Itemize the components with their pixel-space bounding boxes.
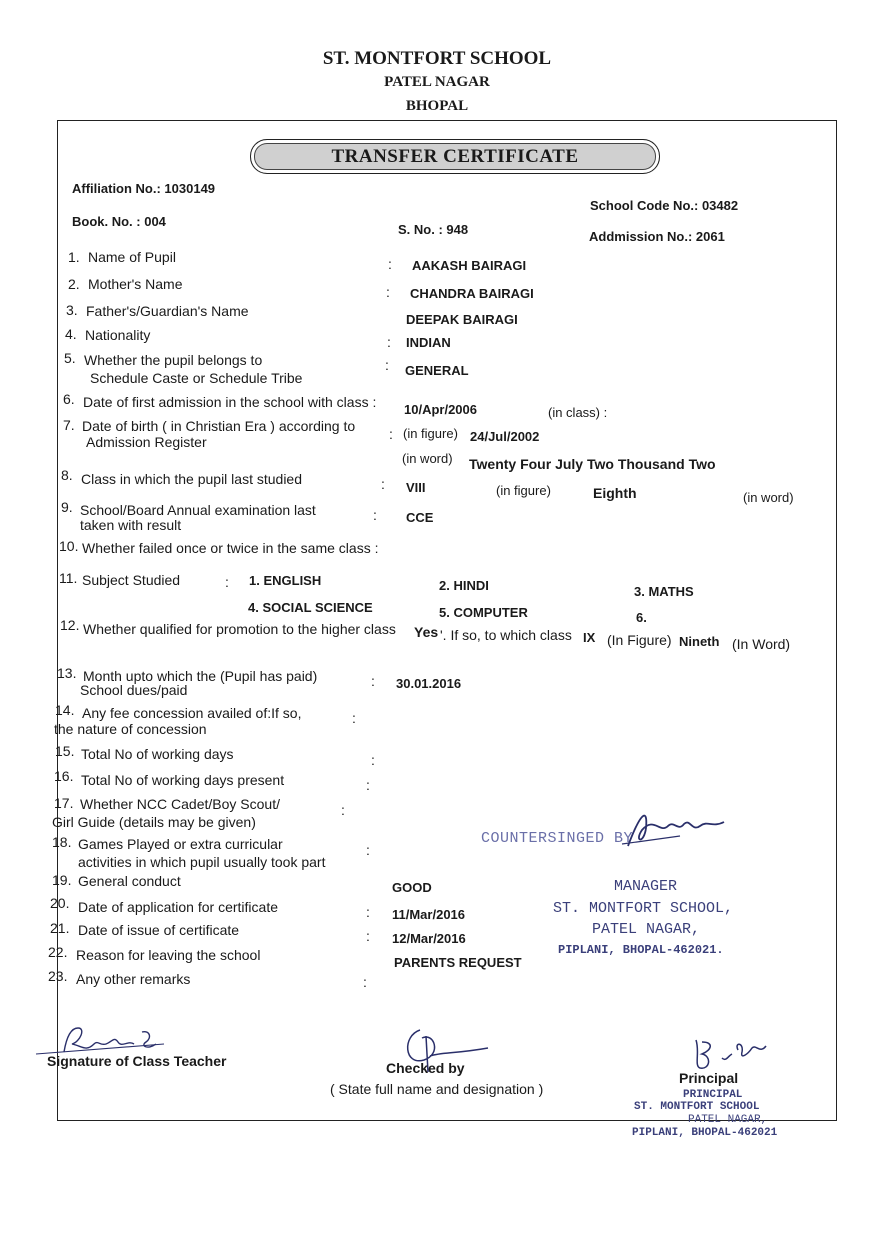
value-issue-date: 12/Mar/2016 <box>392 931 466 946</box>
colon: : <box>366 777 370 793</box>
label-issue-date: Date of issue of certificate <box>78 922 240 938</box>
colon: : <box>371 673 375 689</box>
label-subjects: Subject Studied <box>82 572 181 588</box>
value-last-class: VIII <box>406 480 426 495</box>
label-promoted-word: (In Word) <box>732 636 791 652</box>
value-dob-figure: 24/Jul/2002 <box>470 429 540 444</box>
label-concession-line1: Any fee concession availed of:If so, <box>82 705 302 721</box>
item-number: 20. <box>50 895 70 911</box>
label-name-of-pupil: Name of Pupil <box>88 249 176 265</box>
item-number: 21. <box>50 920 70 936</box>
label-first-admission: Date of first admission in the school with class : <box>83 394 377 410</box>
colon: : <box>386 284 390 300</box>
value-mothers-name: CHANDRA BAIRAGI <box>410 286 534 301</box>
colon: : <box>225 574 229 590</box>
item-number: 3. <box>66 302 78 318</box>
countersigned-stamp: COUNTERSINGED BY <box>481 830 634 847</box>
principal-label: Principal <box>679 1070 739 1086</box>
colon: : <box>371 752 375 768</box>
principal-stamp-school: ST. MONTFORT SCHOOL <box>634 1101 760 1113</box>
colon: : <box>352 710 356 726</box>
label-concession-line2: the nature of concession <box>54 721 207 737</box>
colon: : <box>366 904 370 920</box>
item-number: 5. <box>64 350 76 366</box>
value-nationality: INDIAN <box>406 335 451 350</box>
title-banner <box>250 139 660 174</box>
label-remarks: Any other remarks <box>76 971 191 987</box>
item-number: 9. <box>61 499 73 515</box>
label-class-word: (in word) <box>743 490 794 505</box>
value-name-of-pupil: AAKASH BAIRAGI <box>412 258 527 273</box>
label-ncc-line2: Girl Guide (details may be given) <box>52 814 256 830</box>
label-conduct: General conduct <box>78 873 181 889</box>
principal-stamp-area: PATEL NAGAR, <box>688 1114 768 1126</box>
item-number: 15. <box>55 743 75 759</box>
item-number: 19. <box>52 872 72 888</box>
manager-signature <box>620 806 730 850</box>
manager-stamp-school: ST. MONTFORT SCHOOL, <box>553 900 734 917</box>
label-failed: Whether failed once or twice in the same class : <box>82 540 379 556</box>
label-days-present: Total No of working days present <box>81 772 285 788</box>
value-exam: CCE <box>406 510 434 525</box>
item-number: 17. <box>54 795 74 811</box>
colon: : <box>388 256 392 272</box>
school-code: School Code No.: 03482 <box>590 198 739 213</box>
item-number: 2. <box>68 276 80 292</box>
colon: : <box>389 426 393 442</box>
checked-by-label: Checked by <box>386 1060 465 1076</box>
item-number: 12. <box>60 617 80 633</box>
colon: : <box>387 334 391 350</box>
label-in-class: (in class) : <box>548 405 608 420</box>
subject-4: 4. SOCIAL SCIENCE <box>248 600 373 615</box>
label-class-figure: (in figure) <box>496 483 551 498</box>
item-number: 7. <box>63 417 75 433</box>
colon: : <box>341 802 345 818</box>
label-caste-line2: Schedule Caste or Schedule Tribe <box>90 370 303 386</box>
subject-5: 5. COMPUTER <box>439 605 528 620</box>
school-city: BHOPAL <box>405 98 469 114</box>
item-number: 1. <box>68 249 80 265</box>
label-exam-line2: taken with result <box>80 517 182 533</box>
label-ncc-line1: Whether NCC Cadet/Boy Scout/ <box>80 796 280 812</box>
colon: : <box>385 357 389 373</box>
label-promotion: Whether qualified for promotion to the higher class <box>83 621 396 637</box>
label-application-date: Date of application for certificate <box>78 899 278 915</box>
label-mothers-name: Mother's Name <box>88 276 183 292</box>
label-which-class: '. If so, to which class <box>440 627 572 643</box>
class-teacher-label: Signature of Class Teacher <box>47 1053 227 1069</box>
label-exam-line1: School/Board Annual examination last <box>80 502 316 518</box>
colon: : <box>366 928 370 944</box>
value-promoted-word: Nineth <box>679 634 720 649</box>
item-number: 6. <box>63 391 75 407</box>
value-application-date: 11/Mar/2016 <box>392 907 466 922</box>
checked-by-note: ( State full name and designation ) <box>330 1081 544 1097</box>
label-working-days: Total No of working days <box>81 746 234 762</box>
label-fathers-name: Father's/Guardian's Name <box>86 303 249 319</box>
item-number: 23. <box>48 968 68 984</box>
principal-stamp-address: PIPLANI, BHOPAL-462021 <box>632 1127 778 1139</box>
colon: : <box>366 842 370 858</box>
affiliation-no: Affiliation No.: 1030149 <box>72 181 216 196</box>
label-dues-line2: School dues/paid <box>80 682 188 698</box>
item-number: 4. <box>65 326 77 342</box>
value-conduct: GOOD <box>392 880 432 895</box>
value-promotion: Yes <box>414 624 439 640</box>
item-number: 22. <box>48 944 68 960</box>
item-number: 18. <box>52 834 72 850</box>
item-number: 14. <box>55 702 75 718</box>
subject-3: 3. MATHS <box>634 584 694 599</box>
manager-stamp-address: PIPLANI, BHOPAL-462021. <box>558 943 724 957</box>
label-promoted-figure: (In Figure) <box>607 632 672 648</box>
label-dob-figure: (in figure) <box>403 426 458 441</box>
item-number: 13. <box>57 665 77 681</box>
subject-2: 2. HINDI <box>439 578 489 593</box>
certificate-title: TRANSFER CERTIFICATE <box>331 146 579 167</box>
value-fathers-name: DEEPAK BAIRAGI <box>406 312 518 327</box>
item-number: 11. <box>59 570 78 586</box>
label-dob-line2: Admission Register <box>86 434 207 450</box>
item-number: 10. <box>59 538 79 554</box>
admission-no: Addmission No.: 2061 <box>589 229 725 244</box>
label-leaving-reason: Reason for leaving the school <box>76 947 261 963</box>
item-number: 8. <box>61 467 73 483</box>
label-last-class: Class in which the pupil last studied <box>81 471 303 487</box>
value-dob-word: Twenty Four July Two Thousand Two <box>469 456 716 472</box>
manager-stamp-area: PATEL NAGAR, <box>592 921 701 938</box>
book-no: Book. No. : 004 <box>72 214 166 229</box>
label-dob-line1: Date of birth ( in Christian Era ) according to <box>82 418 356 434</box>
value-class-word: Eighth <box>593 485 637 501</box>
school-name: ST. MONTFORT SCHOOL <box>322 48 552 69</box>
value-caste: GENERAL <box>405 363 469 378</box>
label-games-line2: activities in which pupil usually took part <box>78 854 326 870</box>
value-dues: 30.01.2016 <box>396 676 462 691</box>
colon: : <box>373 507 377 523</box>
colon: : <box>381 476 385 492</box>
school-area: PATEL NAGAR <box>384 74 490 90</box>
label-dues-line1: Month upto which the (Pupil has paid) <box>83 668 318 684</box>
label-games-line1: Games Played or extra curricular <box>78 836 283 852</box>
label-dob-word: (in word) <box>402 451 453 466</box>
label-caste-line1: Whether the pupil belongs to <box>84 352 263 368</box>
subject-6: 6. <box>636 610 647 625</box>
item-number: 16. <box>54 768 74 784</box>
manager-stamp-title: MANAGER <box>614 878 678 895</box>
colon: : <box>363 974 367 990</box>
serial-no: S. No. : 948 <box>398 222 469 237</box>
label-nationality: Nationality <box>85 327 151 343</box>
principal-stamp-title: PRINCIPAL <box>683 1089 743 1101</box>
value-first-admission: 10/Apr/2006 <box>404 402 477 417</box>
subject-1: 1. ENGLISH <box>249 573 322 588</box>
value-promoted-class: IX <box>583 630 596 645</box>
value-leaving-reason: PARENTS REQUEST <box>394 955 522 970</box>
